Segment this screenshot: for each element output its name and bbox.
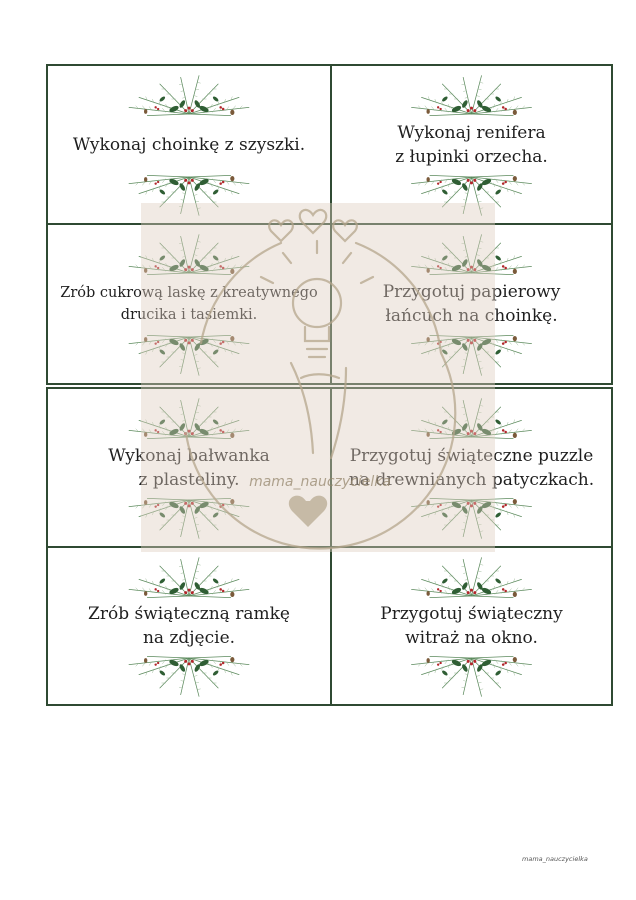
task-card-1 (46, 64, 332, 225)
task-text-line: Wykonaj bałwanka (108, 445, 270, 466)
task-text-line: z łupinki orzecha. (395, 146, 548, 167)
task-text-line: witraż na okno. (405, 628, 538, 648)
pine-garland-icon (332, 397, 611, 447)
pine-garland-icon (48, 556, 330, 606)
task-text-line: Przygotuj papierowy (382, 282, 561, 302)
task-text-line: Zrób cukrową laskę z kreatywnego (60, 285, 318, 301)
task-card-6 (330, 387, 613, 548)
task-text (332, 602, 611, 650)
task-text-line: Przygotuj świąteczne puzzle (349, 445, 594, 466)
task-text-line: Wykonaj choinkę z szyszki. (72, 134, 306, 155)
task-text (48, 602, 330, 650)
task-text-line: na drewnianych patyczkach. (348, 469, 595, 490)
task-card-2 (330, 64, 613, 225)
task-card-3 (46, 223, 332, 385)
task-text (332, 280, 611, 328)
task-text-line: łańcuch na choinkę. (385, 306, 558, 326)
pine-garland-icon (48, 397, 330, 447)
task-text (48, 282, 330, 326)
task-text-line: z plasteliny. (138, 469, 240, 490)
task-text (48, 133, 330, 157)
task-text (332, 444, 611, 492)
pine-garland-icon (48, 233, 330, 283)
task-card-5 (46, 387, 332, 548)
pine-garland-icon (332, 167, 611, 217)
pine-garland-icon (48, 648, 330, 698)
signature: mama_nauczycielka (522, 855, 588, 863)
task-text (48, 444, 330, 492)
task-card-7 (46, 546, 332, 706)
task-text-line: Wykonaj renifera (397, 122, 546, 143)
task-text-line: na zdjęcie. (142, 628, 236, 648)
task-card-8 (330, 546, 613, 706)
pine-garland-icon (48, 490, 330, 540)
pine-garland-icon (332, 556, 611, 606)
task-text (332, 121, 611, 169)
task-text-line: drucika i tasiemki. (120, 307, 258, 323)
pine-garland-icon (48, 74, 330, 124)
pine-garland-icon (332, 648, 611, 698)
watermark-text: mama_nauczycielka (249, 474, 391, 490)
pine-garland-icon (332, 233, 611, 283)
pine-garland-icon (332, 74, 611, 124)
task-card-4 (330, 223, 613, 385)
pine-garland-icon (332, 327, 611, 377)
pine-garland-icon (48, 327, 330, 377)
pine-garland-icon (332, 490, 611, 540)
pine-garland-icon (48, 167, 330, 217)
task-text-line: Przygotuj świąteczny (380, 604, 563, 624)
task-text-line: Zrób świąteczną ramkę (88, 604, 290, 624)
